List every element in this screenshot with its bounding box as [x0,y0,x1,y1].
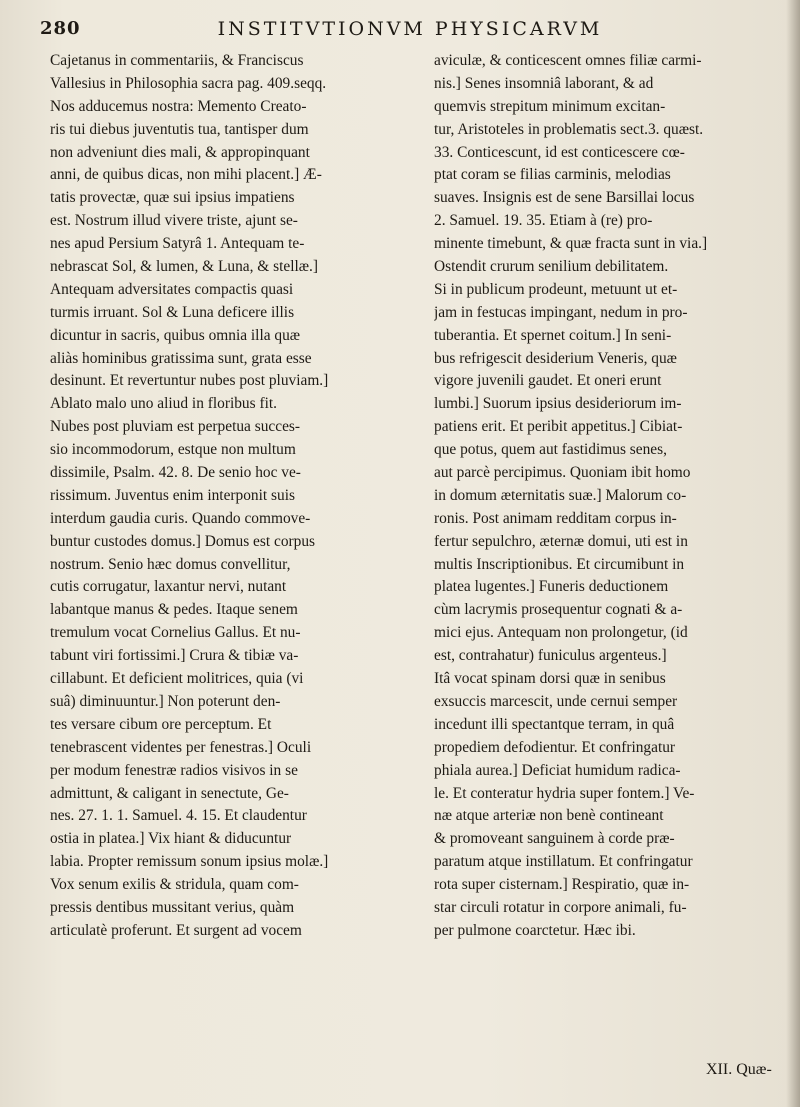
text-line: est, contrahatur) funiculus argenteus.] [434,647,667,665]
text-line: nis.] Senes insomniâ laborant, & ad [434,74,654,92]
text-line: Vallesius in Philosophia sacra pag. 409.seqq. [50,74,327,92]
text-line: labia. Propter remissum sonum ipsius molæ.] [50,853,329,871]
text-line: turmis irruant. Sol & Luna deficere illis [50,303,295,321]
text-line: suâ) diminuuntur.] Non poterunt den- [50,692,281,710]
text-line: tenebrascent videntes per fenestras.] Oculi [50,738,312,756]
text-line: exsuccis marcescit, unde cernui semper [434,692,678,710]
text-line: patiens erit. Et peribit appetitus.] Cibiat- [434,418,683,436]
text-line: Vox senum exilis & stridula, quam com- [50,876,299,894]
text-line: nes apud Persium Satyrâ 1. Antequam te- [50,235,305,253]
text-line: Ablato malo uno aliud in floribus fit. [50,395,277,413]
text-line: incedunt illi spectantque terram, in quâ [434,715,675,733]
text-line: nes. 27. 1. 1. Samuel. 4. 15. Et claudentur [50,807,307,825]
page-header [40,14,780,48]
text-line: Cajetanus in commentariis, & Franciscus [50,52,304,69]
text-line: Antequam adversitates compactis quasi [50,280,294,298]
text-line: jam in festucas impingant, nedum in pro- [434,303,688,321]
running-head: INSTITVTIONVM PHYSICARVM [217,18,603,40]
text-line: nostrum. Senio hæc domus convellitur, [50,555,291,573]
text-line: le. Et conteratur hydria super fontem.] Ve- [434,784,695,802]
text-line: articulatè proferunt. Et surgent ad vocem [50,921,302,939]
text-line: tur, Aristoteles in problematis sect.3. quæst. [434,120,704,138]
text-line: 33. Conticescunt, id est conticescere cœ- [434,143,685,161]
text-line: paratum atque instillatum. Et confringatur [434,853,693,871]
text-line: rissimum. Juventus enim interponit suis [50,486,295,504]
text-line: bus refrigescit desiderium Veneris, quæ [434,349,677,367]
text-line: nebrascat Sol, & lumen, & Luna, & stellæ.] [50,258,319,276]
text-line: propediem defodientur. Et confringatur [434,738,676,756]
text-line: admittunt, & caligant in senectute, Ge- [50,784,289,802]
text-line: mici ejus. Antequam non prolongetur, (id [434,624,688,642]
text-line: multis Inscriptionibus. Et circumibunt in [434,555,685,573]
text-line: tes versare cibum ore perceptum. Et [50,715,272,733]
text-line: que potus, quem aut fastidimus senes, [434,441,667,459]
text-line: suaves. Insignis est de sene Barsillai locus [434,189,695,207]
text-line: lumbi.] Suorum ipsius desideriorum im- [434,395,682,413]
text-line: cillabunt. Et deficient molitrices, quia (vi [50,670,304,688]
text-line: tremulum vocat Cornelius Gallus. Et nu- [50,624,301,642]
text-line: minente timebunt, & quæ fracta sunt in via.] [434,235,708,253]
text-line: platea lugentes.] Funeris deductionem [434,578,669,596]
text-line: rota super cisternam.] Respiratio, quæ in- [434,876,690,894]
text-line: pressis dentibus mussitant verius, quàm [50,898,295,916]
text-line: Ostendit crurum senilium debilitatem. [434,258,669,276]
text-line: labantque manus & pedes. Itaque senem [50,601,298,619]
left-text-column [50,50,396,943]
text-line: per modum fenestræ radios visivos in se [50,761,298,779]
text-line: aviculæ, & conticescent omnes filiæ carmi- [434,52,702,69]
text-line: dicuntur in sacris, quibus omnia illa quæ [50,326,301,344]
text-line: anni, de quibus dicas, non mihi placent.] Æ- [50,166,322,184]
text-line: sio incommodorum, estque non multum [50,441,296,459]
text-line: tabunt viri fortissimi.] Crura & tibiæ va- [50,647,299,665]
text-line: aliàs hominibus gratissima sunt, grata esse [50,349,312,367]
text-line: phiala aurea.] Deficiat humidum radica- [434,761,681,779]
text-line: ptat coram se filias carminis, melodias [434,166,671,184]
page-number: 280 [40,18,81,39]
text-line: dissimile, Psalm. 42. 8. De senio hoc ve- [50,464,301,482]
text-line: cutis corrugatur, laxantur nervi, nutant [50,578,287,596]
text-line: ostia in platea.] Vix hiant & diducuntur [50,830,292,848]
text-line: aut parcè percipimus. Quoniam ibit homo [434,464,691,482]
text-line: Nubes post pluviam est perpetua succes- [50,418,301,436]
text-line: 2. Samuel. 19. 35. Etiam à (re) pro- [434,212,653,230]
text-line: buntur custodes domus.] Domus est corpus [50,532,316,550]
text-line: vigore juvenili gaudet. Et oneri erunt [434,372,662,390]
text-line: tatis provectæ, quæ sui ipsius impatiens [50,189,295,207]
text-line: Itâ vocat spinam dorsi quæ in senibus [434,670,666,688]
text-line: fertur sepulchro, æternæ domui, uti est in [434,532,688,550]
text-line: ris tui diebus juventutis tua, tantisper dum [50,120,309,138]
text-line: per pulmone coarctetur. Hæc ibi. [434,921,636,939]
page-edge-shadow [786,0,800,1107]
text-line: cùm lacrymis prosequentur cognati & a- [434,601,683,619]
text-line: star circuli rotatur in corpore animali, fu- [434,898,687,916]
text-line: Nos adducemus nostra: Memento Creato- [50,97,307,115]
catchword: XII. Quæ- [706,1061,772,1078]
right-text-column [434,50,786,943]
text-line: non adveniunt dies mali, & appropinquant [50,143,310,161]
text-line: quemvis strepitum minimum excitan- [434,97,666,115]
text-line: næ atque arteriæ non benè contineant [434,807,664,825]
text-line: in domum æternitatis suæ.] Malorum co- [434,486,687,504]
text-line: & promoveant sanguinem à corde præ- [434,830,675,848]
text-line: desinunt. Et revertuntur nubes post pluviam.] [50,372,329,390]
text-line: interdum gaudia curis. Quando commove- [50,509,311,527]
text-line: est. Nostrum illud vivere triste, ajunt se- [50,212,298,230]
text-line: ronis. Post animam redditam corpus in- [434,509,677,527]
text-line: tuberantia. Et spernet coitum.] In seni- [434,326,672,344]
text-line: Si in publicum prodeunt, metuunt ut et- [434,280,678,298]
